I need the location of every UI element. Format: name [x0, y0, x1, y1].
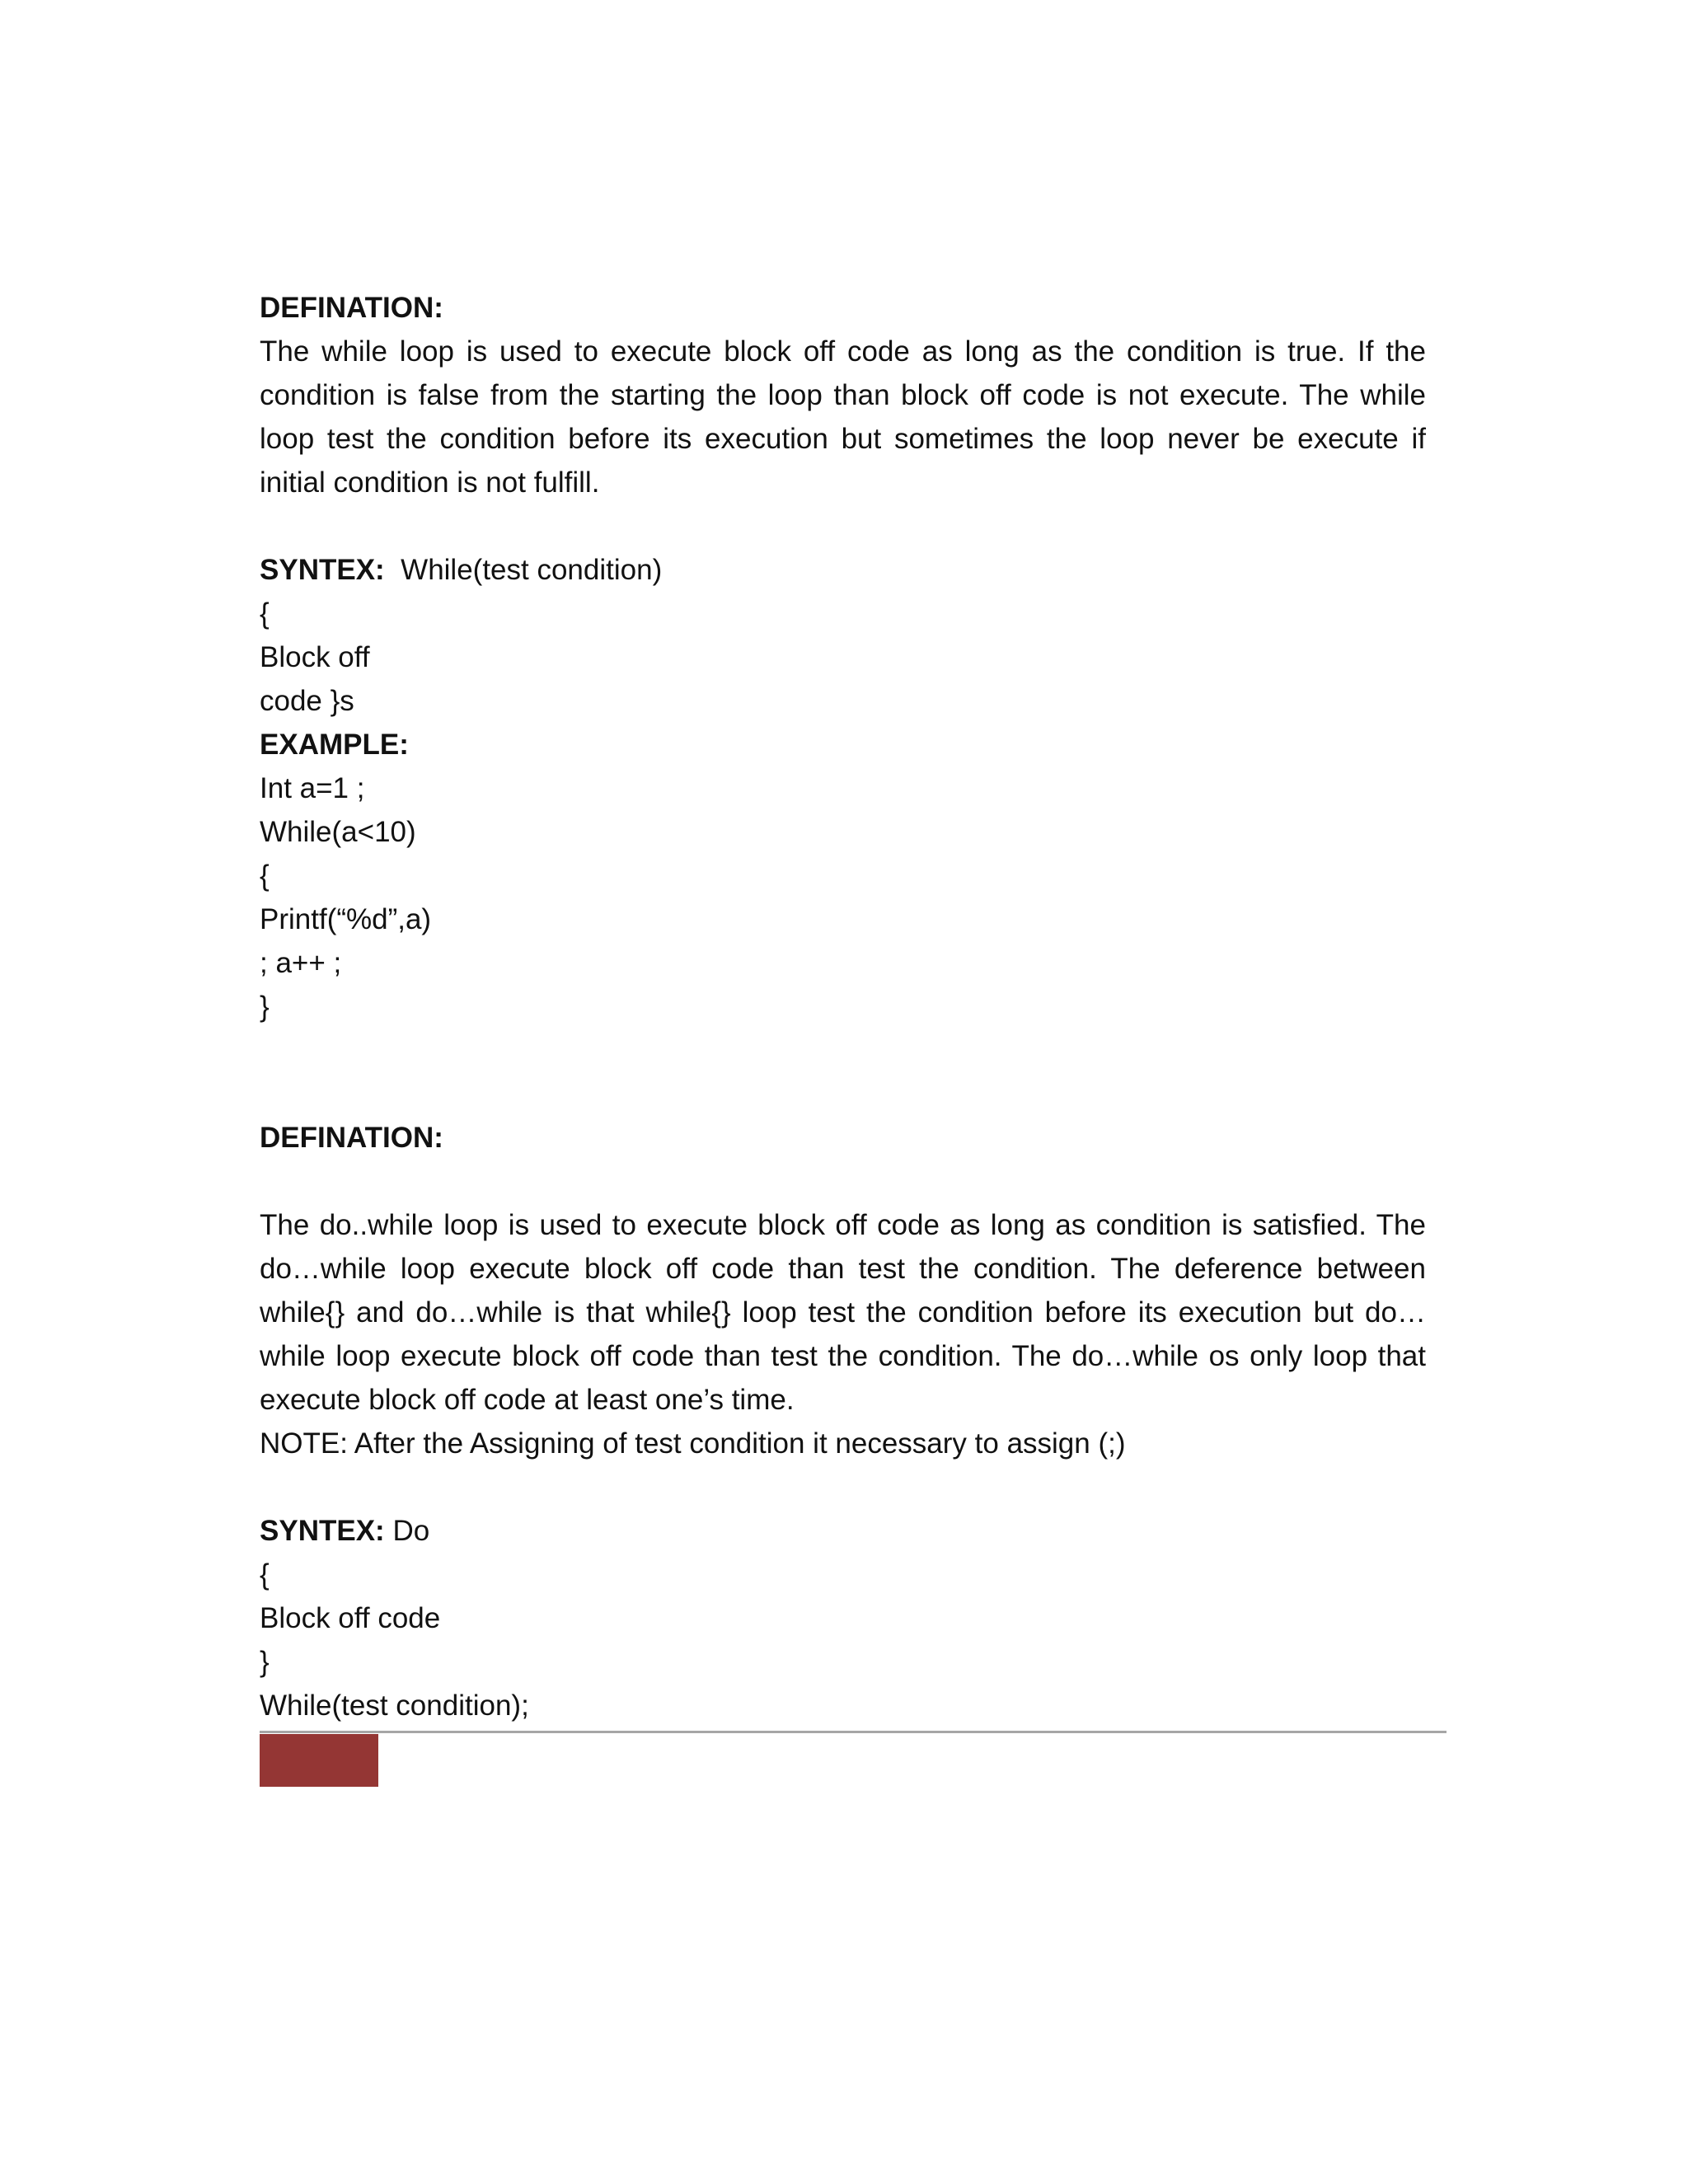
while-syntax-code-line: Block off	[260, 641, 370, 673]
while-syntax-line	[260, 548, 1426, 592]
while-example-code-line: Printf(“%d”,a)	[260, 903, 432, 935]
do-while-syntax-code-line: {	[260, 1558, 270, 1591]
spacer	[260, 1160, 1426, 1203]
do-while-syntax-line	[260, 1509, 1426, 1553]
do-while-definition-heading: DEFINATION:	[260, 1122, 443, 1154]
while-syntax-code-line: code }s	[260, 685, 354, 717]
while-definition-paragraph: The while loop is used to execute block off code as long as the condition is true. If the condition is false from the starting the loop than block off code is not execute. The while loop test the condition before its execution but sometimes the loop never be execute if initial condition is not fulfill.	[260, 335, 1426, 499]
footer-divider	[260, 1731, 1447, 1733]
while-example-code-line: ; a++ ;	[260, 947, 342, 979]
while-definition-heading: DEFINATION:	[260, 292, 443, 324]
do-while-syntax-code-line: Block off code	[260, 1602, 441, 1634]
while-example-code-line: While(a<10)	[260, 816, 416, 848]
page-number-box	[260, 1734, 378, 1787]
do-while-note: NOTE: After the Assigning of test condition it necessary to assign (;)	[260, 1427, 1126, 1460]
spacer	[260, 504, 1426, 548]
do-while-syntax-code-line: While(test condition);	[260, 1690, 529, 1722]
while-example-code-line: Int a=1 ;	[260, 772, 365, 804]
while-syntax-value: While(test condition)	[401, 554, 663, 586]
document-body	[260, 286, 1426, 1727]
while-example-code-line: {	[260, 860, 270, 892]
do-while-definition-paragraph: The do..while loop is used to execute block off code as long as condition is satisfied. The do…while loop execute block off code than test the condition. The deference between while{} and do…while is that while{} loop test the condition before its execution but do…while loop execute block off code than test the condition. The do…while os only loop that execute block off code at least one’s time.	[260, 1209, 1426, 1416]
while-example-heading: EXAMPLE:	[260, 729, 409, 761]
do-while-syntax-code-line: }	[260, 1646, 270, 1678]
spacer	[260, 1029, 1426, 1116]
while-syntax-code-line: {	[260, 598, 270, 630]
do-while-syntax-value: Do	[392, 1515, 430, 1547]
while-syntax-label: SYNTEX:	[260, 554, 385, 586]
spacer	[260, 1465, 1426, 1509]
while-example-code-line: }	[260, 991, 270, 1023]
do-while-syntax-label: SYNTEX:	[260, 1515, 385, 1547]
